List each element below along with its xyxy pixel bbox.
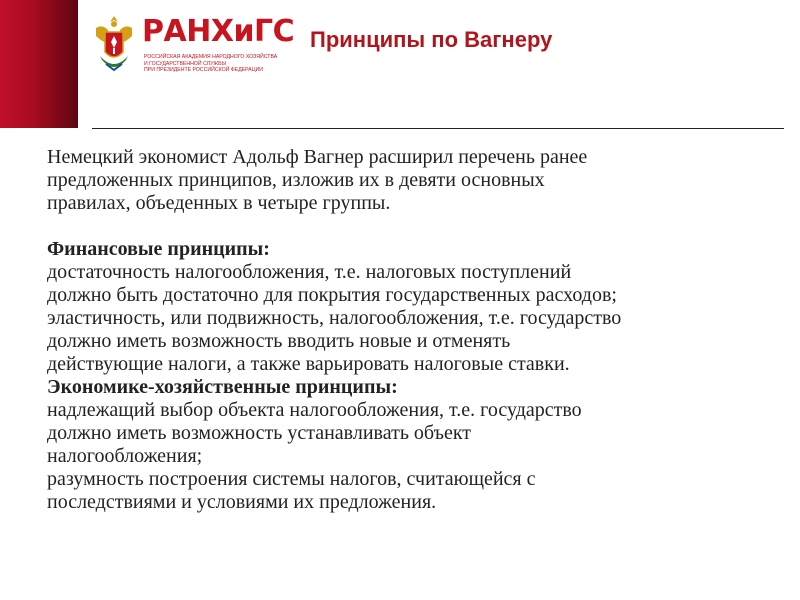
logo-subtitle-line: ПРИ ПРЕЗИДЕНТЕ РОССИЙСКОЙ ФЕДЕРАЦИИ xyxy=(144,67,264,74)
ranepa-logo xyxy=(92,14,295,84)
principle-item: достаточность налогообложения, т.е. налоговых поступлений должно быть достаточно для покрытия государственных расходов; xyxy=(47,261,617,306)
slide-body xyxy=(47,146,777,514)
principle-item: надлежащий выбор объекта налогообложения, т.е. государство должно иметь возможность устанавливать объект налогообложения; xyxy=(47,399,582,467)
logo-title: РАНХиГС xyxy=(142,14,295,49)
slide-title: Принципы по Вагнеру xyxy=(310,27,553,52)
intro-paragraph: Немецкий экономист Адольф Вагнер расширил перечень ранее предложенных принципов, изложив их в девяти основных правилах, объеденных в четыре группы. xyxy=(47,146,588,214)
red-header-band xyxy=(0,0,78,128)
economic-principles-heading: Экономике-хозяйственные принципы: xyxy=(47,376,398,398)
principle-item: разумность построения системы налогов, считающейся с последствиями и условиями их предложения. xyxy=(47,468,536,513)
financial-principles-heading: Финансовые принципы: xyxy=(47,238,270,260)
principle-item: эластичность, или подвижность, налогообложения, т.е. государство должно иметь возможность вводить новые и отменять действующие налоги, а также варьировать налоговые ставки. xyxy=(47,307,622,375)
emblem-icon xyxy=(92,14,136,76)
logo-subtitle-line: РОССИЙСКАЯ АКАДЕМИЯ НАРОДНОГО ХОЗЯЙСТВА xyxy=(144,54,278,60)
logo-subtitle-line: И ГОСУДАРСТВЕННОЙ СЛУЖБЫ xyxy=(144,60,227,67)
header-divider xyxy=(92,128,784,129)
logo-subtitle xyxy=(144,54,294,74)
